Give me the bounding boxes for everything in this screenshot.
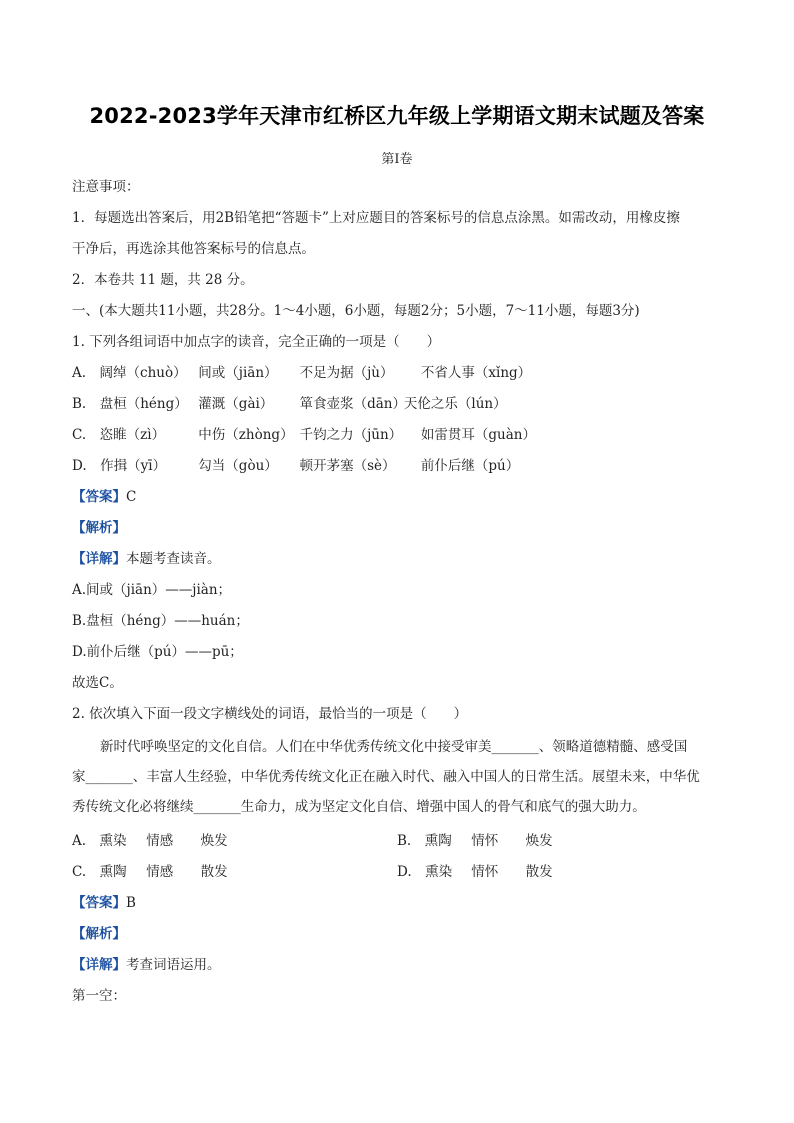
q2-analysis	[72, 925, 126, 943]
q1-option-d-1: D. 作揖（yī）	[72, 458, 167, 474]
q2-option-d-1: D. 熏染	[397, 864, 453, 880]
document-subtitle: 第Ⅰ卷	[381, 152, 413, 167]
q2-option-b-1: B. 熏陶	[397, 833, 452, 849]
question-1-stem: 1. 下列各组词语中加点字的读音，完全正确的一项是（ ）	[72, 334, 441, 350]
q1-option-a-4: 不省人事（xǐng）	[420, 365, 532, 381]
q2-option-c-3: 散发	[200, 864, 228, 880]
q1-option-b-4: 天伦之乐（lún）	[403, 396, 507, 412]
q2-option-d	[397, 863, 575, 881]
q2-answer-value: B	[126, 895, 136, 911]
q2-option-c	[72, 863, 250, 881]
q2-paragraph-line-2: 家_______、丰富人生经验，中华优秀传统文化正在融入时代、融入中国人的日常生活。展望未来，中华优	[72, 769, 700, 785]
q2-paragraph-line-1: 新时代呼唤坚定的文化自信。人们在中华优秀传统文化中接受审美_______、领略道德精髓、感受国	[100, 739, 688, 755]
q2-option-c-2: 情感	[146, 864, 174, 880]
q2-option-d-3: 散发	[525, 864, 553, 880]
q2-option-a-3: 焕发	[200, 833, 228, 849]
q1-note-3: D.前仆后继（pú）——pū；	[72, 644, 243, 660]
q1-option-b	[72, 395, 529, 413]
q2-paragraph-line-3: 秀传统文化必将继续_______生命力，成为坚定文化自信、增强中国人的骨气和底气的强大助力。	[72, 799, 646, 815]
notice-item-1-line-2: 干净后，再选涂其他答案标号的信息点。	[72, 241, 315, 257]
q1-option-a	[72, 364, 553, 382]
q1-option-b-2: 灌溉（gài）	[198, 396, 274, 412]
q1-option-c-1: C. 恣睢（zì）	[72, 427, 166, 443]
q2-option-a-1: A. 熏染	[72, 833, 127, 849]
q2-option-b	[397, 832, 575, 850]
q1-answer-label: 【答案】	[72, 489, 126, 505]
notice-item-1-line-1: 1．每题选出答案后，用2B铅笔把“答题卡”上对应题目的答案标号的信息点涂黑。如需改动，用橡皮擦	[72, 210, 680, 226]
q1-option-d-3: 顿开茅塞（sè）	[299, 458, 396, 474]
q1-analysis-label: 【解析】	[72, 520, 126, 536]
q2-detail	[72, 956, 221, 974]
q1-option-a-1: A. 阔绰（chuò）	[72, 365, 187, 381]
q2-detail-text: 考查词语运用。	[126, 957, 221, 973]
q2-option-a	[72, 832, 250, 850]
q1-note-1: A.间或（jiān）——jiàn；	[72, 582, 232, 598]
question-2-stem: 2. 依次填入下面一段文字横线处的词语，最恰当的一项是（ ）	[72, 706, 468, 722]
q2-option-b-3: 焕发	[525, 833, 553, 849]
q1-option-a-2: 间或（jiān）	[198, 365, 278, 381]
q1-detail-label: 【详解】	[72, 551, 126, 567]
q2-answer-label: 【答案】	[72, 895, 126, 911]
q1-option-b-1: B. 盘桓（héng）	[72, 396, 188, 412]
q1-detail-text: 本题考查读音。	[126, 551, 221, 567]
notice-item-2: 2．本卷共 11 题，共 28 分。	[72, 272, 254, 288]
q1-answer-value: C	[126, 489, 137, 505]
q2-answer	[72, 894, 136, 912]
q1-option-c-3: 千钧之力（jūn）	[299, 427, 403, 443]
q1-detail	[72, 550, 221, 568]
q2-analysis-label: 【解析】	[72, 926, 126, 942]
q1-note-2: B.盘桓（héng）——huán；	[72, 613, 249, 629]
q2-option-b-2: 情怀	[471, 833, 499, 849]
q1-analysis	[72, 519, 126, 537]
q1-conclusion: 故选C。	[72, 675, 123, 691]
q2-option-d-2: 情怀	[471, 864, 499, 880]
q1-option-d	[72, 457, 541, 475]
q2-option-a-2: 情感	[146, 833, 174, 849]
notice-heading: 注意事项：	[72, 179, 140, 195]
q1-option-c	[72, 426, 558, 444]
q1-option-c-2: 中伤（zhòng）	[198, 427, 294, 443]
q2-detail-label: 【详解】	[72, 957, 126, 973]
q1-option-a-3: 不足为据（jù）	[299, 365, 394, 381]
q2-option-c-1: C. 熏陶	[72, 864, 127, 880]
q1-option-c-4: 如雷贯耳（guàn）	[420, 427, 536, 443]
q2-first-blank: 第一空：	[72, 988, 126, 1004]
document-title: 2022-2023学年天津市红桥区九年级上学期语文期末试题及答案	[89, 104, 705, 128]
q1-option-b-3: 箪食壶浆（dān）	[299, 396, 406, 412]
q1-option-d-2: 勾当（gòu）	[198, 458, 278, 474]
q1-answer	[72, 488, 136, 506]
section-heading: 一、(本大题共11小题，共28分。1～4小题，6小题，每题2分；5小题，7～11小题，每题3分)	[72, 303, 640, 319]
q1-option-d-4: 前仆后继（pú）	[420, 458, 520, 474]
